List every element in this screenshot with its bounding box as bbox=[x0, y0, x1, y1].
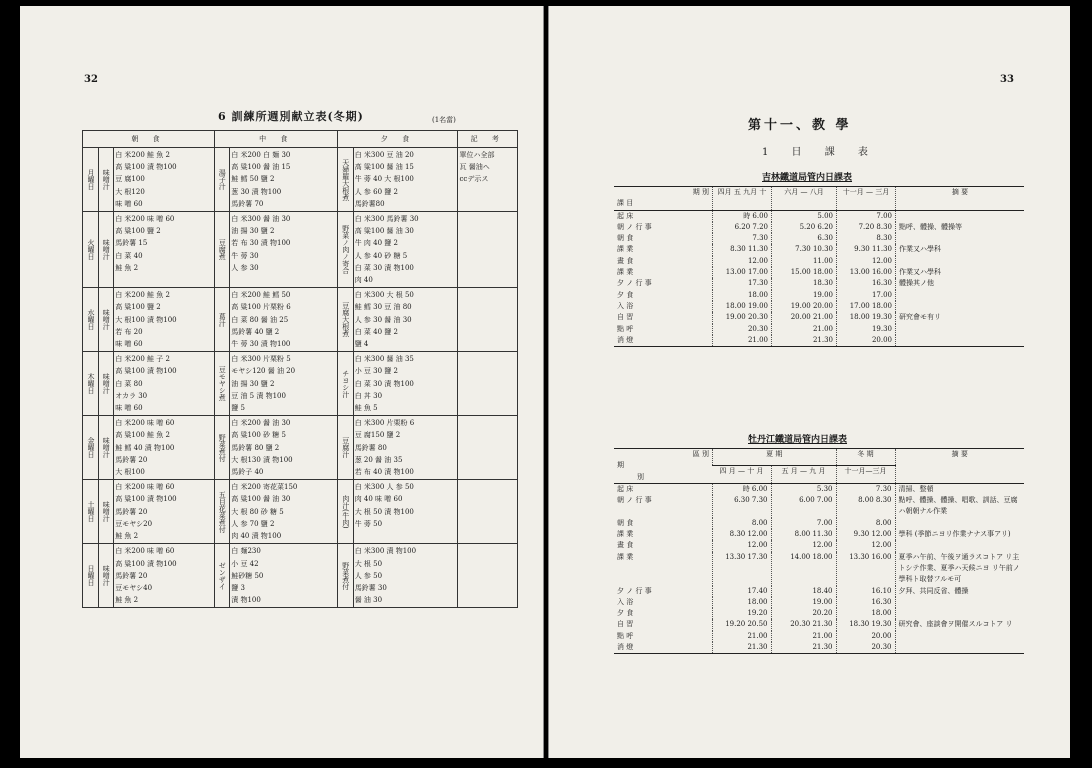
time-cell: 18.40 bbox=[771, 586, 836, 597]
note-cell bbox=[896, 324, 1025, 335]
time-cell: 18.30 19.30 bbox=[836, 619, 895, 630]
note-cell bbox=[896, 256, 1025, 267]
note-cell bbox=[895, 518, 1024, 529]
note-cell bbox=[896, 335, 1025, 347]
activity-label: 夕 ノ 行 事 bbox=[617, 586, 652, 595]
schedule-row bbox=[614, 210, 1024, 222]
schedule-row bbox=[614, 301, 1024, 312]
time-cell: 18.00 bbox=[713, 290, 772, 301]
time-cell: 18.00 19.00 bbox=[713, 301, 772, 312]
activity-label: 點 呼 bbox=[617, 324, 634, 333]
breakfast-dish: 味噌汁 bbox=[99, 288, 114, 352]
time-cell: 7.30 bbox=[713, 233, 772, 244]
remarks-cell bbox=[458, 288, 518, 352]
time-cell: 20.30 bbox=[713, 324, 772, 335]
remarks-cell bbox=[458, 480, 518, 544]
note-cell bbox=[896, 210, 1025, 222]
time-cell: 12.00 bbox=[836, 540, 895, 551]
right-page bbox=[548, 6, 1070, 758]
activity-label: 自 習 bbox=[617, 313, 634, 322]
left-page bbox=[20, 6, 544, 758]
breakfast-items: 白 米200 鮭 魚 2 高 粱100 鹽 2 大 根100 漬 物100 若 布 20 味 噌 60 bbox=[114, 288, 215, 352]
summer-header: 夏 期 bbox=[713, 449, 837, 466]
time-cell: 21.00 bbox=[772, 324, 837, 335]
corner-top: 期 別 bbox=[692, 188, 709, 196]
note-cell bbox=[895, 597, 1024, 608]
note-cell bbox=[895, 631, 1024, 642]
time-cell: 14.00 18.00 bbox=[771, 552, 836, 586]
day-label: 月曜日 bbox=[83, 148, 99, 212]
day-label: 火曜日 bbox=[83, 212, 99, 288]
dinner-header: 夕 食 bbox=[338, 131, 458, 148]
time-cell: 21.30 bbox=[713, 642, 772, 654]
page-fold bbox=[543, 6, 544, 758]
schedule-row bbox=[614, 495, 1024, 518]
breakfast-items: 白 米200 味 噌 60 高 粱100 漬 物100 馬鈴薯 20 豆モヤシ20 鮭 魚 2 bbox=[114, 480, 215, 544]
activity-label: 夕 食 bbox=[617, 609, 634, 618]
corner-bottom: 別 bbox=[637, 472, 644, 481]
activity-label: 起 床 bbox=[617, 211, 634, 220]
schedule-row bbox=[614, 608, 1024, 619]
table2-title: 牡丹江鐵道局管内日課表 bbox=[748, 435, 848, 445]
time-cell: 16.30 bbox=[837, 278, 896, 289]
time-cell: 21.00 bbox=[713, 335, 772, 347]
day-label: 金曜日 bbox=[83, 416, 99, 480]
time-cell: 16.30 bbox=[836, 597, 895, 608]
time-cell: 13.00 16.00 bbox=[837, 267, 896, 278]
schedule-row bbox=[614, 335, 1024, 347]
time-cell: 6.00 7.00 bbox=[771, 495, 836, 518]
remarks-cell bbox=[458, 352, 518, 416]
note-cell: 學科 (季節ニヨリ作業ナナス事アリ) bbox=[895, 529, 1024, 540]
time-cell: 18.00 bbox=[713, 597, 772, 608]
time-cell: 8.30 bbox=[837, 233, 896, 244]
page-fold bbox=[548, 6, 549, 758]
activity-label: 晝 食 bbox=[617, 256, 634, 265]
dinner-items: 白 米300 大 根 50 鮭 鱈 30 豆 油 80 人 参 30 醤 油 30 白 菜 40 鹽 2 鹽 4 bbox=[353, 288, 458, 352]
time-cell: 21.30 bbox=[772, 335, 837, 347]
note-cell: 體操其ノ他 bbox=[896, 278, 1025, 289]
lunch-dish: 葛汁 bbox=[215, 288, 230, 352]
time-cell: 12.00 bbox=[837, 256, 896, 267]
lunch-items: 白 米300 醤 油 30 油 揚 30 鹽 2 若 布 30 漬 物100 牛 蒡 30 人 参 30 bbox=[230, 212, 338, 288]
schedule-row bbox=[614, 267, 1024, 278]
day-label: 土曜日 bbox=[83, 480, 99, 544]
schedule-row bbox=[614, 256, 1024, 267]
breakfast-items: 白 米200 味 噌 60 高 粱100 漬 物100 馬鈴薯 20 豆モヤシ40 鮭 魚 2 bbox=[114, 544, 215, 608]
time-cell: 19.00 20.30 bbox=[713, 312, 772, 323]
dinner-items: 白 米300 漬 物100 大 根 50 人 参 50 馬鈴薯 30 醤 油 30 bbox=[353, 544, 458, 608]
day-label: 日曜日 bbox=[83, 544, 99, 608]
time-cell: 時 6.00 bbox=[713, 483, 772, 495]
time-cell: 9.30 12.00 bbox=[836, 529, 895, 540]
remarks-cell bbox=[458, 544, 518, 608]
breakfast-dish: 味噌汁 bbox=[99, 480, 114, 544]
menu-row bbox=[83, 288, 518, 352]
corner-mid: 期 bbox=[617, 461, 624, 470]
chapter-title: 第十一、教 學 bbox=[748, 118, 852, 133]
note-cell bbox=[896, 233, 1025, 244]
time-cell: 8.00 11.30 bbox=[771, 529, 836, 540]
activity-label: 入 浴 bbox=[617, 301, 634, 310]
time-cell: 15.00 18.00 bbox=[772, 267, 837, 278]
schedule-row bbox=[614, 586, 1024, 597]
remarks-cell: 單位ハ全部 瓦 醤油ヘ ccデ示ス bbox=[458, 148, 518, 212]
time-cell: 13.00 17.00 bbox=[713, 267, 772, 278]
dinner-dish: 豆腐大根煮 bbox=[338, 288, 353, 352]
lunch-dish: 五目花菜煮付 bbox=[215, 480, 230, 544]
breakfast-dish: 味噌汁 bbox=[99, 352, 114, 416]
breakfast-items: 白 米200 味 噌 60 高 粱100 鹽 2 馬鈴薯 15 白 菜 40 鮭 魚 2 bbox=[114, 212, 215, 288]
note-cell bbox=[895, 608, 1024, 619]
time-cell: 21.00 bbox=[713, 631, 772, 642]
activity-label: 入 浴 bbox=[617, 597, 634, 606]
time-cell: 20.20 bbox=[771, 608, 836, 619]
note-cell bbox=[895, 642, 1024, 654]
time-cell: 17.00 18.00 bbox=[837, 301, 896, 312]
section-subtitle: 1 日 課 表 bbox=[762, 147, 878, 158]
breakfast-dish: 味噌汁 bbox=[99, 212, 114, 288]
schedule-row bbox=[614, 518, 1024, 529]
schedule-row bbox=[614, 312, 1024, 323]
activity-label: 課 業 bbox=[617, 245, 634, 254]
lunch-dish: 湯子汁 bbox=[215, 148, 230, 212]
col-header: 五 月 — 九 月 bbox=[771, 466, 836, 483]
schedule-row bbox=[614, 552, 1024, 586]
schedule-row bbox=[614, 483, 1024, 495]
time-cell: 6.30 bbox=[772, 233, 837, 244]
time-cell: 19.30 bbox=[837, 324, 896, 335]
schedule-row bbox=[614, 324, 1024, 335]
breakfast-items: 白 米200 味 噌 60 高 粱100 鮭 魚 2 鮭 鱈 40 漬 物100 馬鈴薯 20 大 根100 bbox=[114, 416, 215, 480]
note-cell: 研究會モ有リ bbox=[896, 312, 1025, 323]
lunch-dish: ゼンザイ bbox=[215, 544, 230, 608]
breakfast-header: 朝 食 bbox=[83, 131, 215, 148]
time-cell: 13.30 17.30 bbox=[713, 552, 772, 586]
schedule-row bbox=[614, 631, 1024, 642]
lunch-dish: 豆モヤシ煮 bbox=[215, 352, 230, 416]
lunch-items: 白 米200 鮭 鱈 50 高 粱100 片栗粉 6 白 菜 80 醤 油 25 馬鈴薯 40 鹽 2 牛 蒡 30 漬 物100 bbox=[230, 288, 338, 352]
time-cell: 13.30 16.00 bbox=[836, 552, 895, 586]
page-number: 32 bbox=[84, 74, 98, 85]
time-cell: 19.20 bbox=[713, 608, 772, 619]
lunch-dish: 豆腐煮 bbox=[215, 212, 230, 288]
dinner-items: 白 米300 豆 油 20 高 粱100 醤 油 15 牛 蒡 40 大 根100 人 参 60 鹽 2 馬鈴薯80 bbox=[353, 148, 458, 212]
breakfast-dish: 味噌汁 bbox=[99, 416, 114, 480]
winter-header: 冬 期 bbox=[836, 449, 895, 466]
time-cell: 12.00 bbox=[713, 540, 772, 551]
time-cell: 時 6.00 bbox=[713, 210, 772, 222]
note-cell: 清掃、整頓 bbox=[895, 483, 1024, 495]
note-cell: 點呼、體操、體操等 bbox=[896, 222, 1025, 233]
lunch-items: 白 米200 寄花菜150 高 粱100 醤 油 30 大 根 80 砂 糖 5 人 参 70 鹽 2 肉 40 漬 物100 bbox=[230, 480, 338, 544]
time-cell: 7.00 bbox=[837, 210, 896, 222]
time-cell: 8.30 12.00 bbox=[713, 529, 772, 540]
time-cell: 17.30 bbox=[713, 278, 772, 289]
note-cell: 作業又ハ學科 bbox=[896, 267, 1025, 278]
dinner-dish: 天婦羅大根煮 bbox=[338, 148, 353, 212]
schedule-row bbox=[614, 597, 1024, 608]
unit-note: (1名當) bbox=[432, 116, 456, 124]
breakfast-dish: 味噌汁 bbox=[99, 544, 114, 608]
time-cell: 19.00 bbox=[771, 597, 836, 608]
note-cell: 作業又ハ學科 bbox=[896, 244, 1025, 255]
activity-label: 晝 食 bbox=[617, 541, 634, 550]
jilin-schedule-table bbox=[614, 186, 1024, 347]
day-label: 木曜日 bbox=[83, 352, 99, 416]
note-cell: 研究會、座談會ヲ開催スルコトア リ bbox=[895, 619, 1024, 630]
time-cell: 20.00 bbox=[836, 631, 895, 642]
time-cell: 5.00 bbox=[772, 210, 837, 222]
col-header: 六月 — 八月 bbox=[772, 187, 837, 211]
dinner-dish: 野菜ノ肉ノ寄合 bbox=[338, 212, 353, 288]
time-cell: 20.00 bbox=[837, 335, 896, 347]
mudanjiang-schedule-table bbox=[614, 448, 1024, 654]
activity-label: 消 燈 bbox=[614, 335, 713, 347]
time-cell: 8.30 11.30 bbox=[713, 244, 772, 255]
lunch-items: 白 麺230 小 豆 42 鮭砂糖 50 鹽 3 漬 物100 bbox=[230, 544, 338, 608]
activity-label: 課 業 bbox=[617, 530, 634, 539]
menu-row bbox=[83, 352, 518, 416]
activity-label: 課 業 bbox=[617, 552, 634, 561]
time-cell: 7.20 8.30 bbox=[837, 222, 896, 233]
time-cell: 12.00 bbox=[771, 540, 836, 551]
weekly-menu-table bbox=[82, 130, 518, 608]
menu-row bbox=[83, 212, 518, 288]
note-cell: 夏季ハ午前、午後ヲ通ラスコトア リ主トシテ作業、夏季ハ天候ニヨ リ午前ノ學科ト取替フルモ可 bbox=[895, 552, 1024, 586]
remarks-header: 記 考 bbox=[458, 131, 518, 148]
menu-row bbox=[83, 480, 518, 544]
schedule-row bbox=[614, 642, 1024, 654]
menu-row bbox=[83, 148, 518, 212]
note-cell bbox=[895, 540, 1024, 551]
activity-label: 朝 ノ 行 事 bbox=[617, 222, 652, 231]
time-cell: 19.00 bbox=[772, 290, 837, 301]
time-cell: 7.30 10.30 bbox=[772, 244, 837, 255]
time-cell: 18.00 19.30 bbox=[837, 312, 896, 323]
col-header: 摘 要 bbox=[896, 187, 1025, 211]
note-cell: 夕拜、共同反省、體操 bbox=[895, 586, 1024, 597]
dinner-dish: 野菜煮付 bbox=[338, 544, 353, 608]
time-cell: 20.30 21.30 bbox=[771, 619, 836, 630]
time-cell: 5.30 bbox=[771, 483, 836, 495]
activity-label: 朝 食 bbox=[617, 518, 634, 527]
col-header: 四 月 — 十 月 bbox=[713, 466, 772, 483]
menu-row bbox=[83, 416, 518, 480]
schedule-row bbox=[614, 278, 1024, 289]
corner-bottom: 課 目 bbox=[617, 199, 634, 208]
lunch-items: 白 米300 片栗粉 5 モヤシ120 醤 油 20 油 揚 30 鹽 2 豆 油 5 漬 物100 鹽 5 bbox=[230, 352, 338, 416]
time-cell: 5.20 6.20 bbox=[772, 222, 837, 233]
col-header: 十一月 — 三月 bbox=[837, 187, 896, 211]
schedule-row bbox=[614, 222, 1024, 233]
time-cell: 8.00 bbox=[836, 518, 895, 529]
schedule-row bbox=[614, 233, 1024, 244]
dinner-items: 白 米300 醤 油 35 小 豆 30 鹽 2 白 菜 30 漬 物100 白 丼 30 鮭 魚 5 bbox=[353, 352, 458, 416]
activity-label: 朝 食 bbox=[617, 234, 634, 243]
time-cell: 9.30 11.30 bbox=[837, 244, 896, 255]
schedule-row bbox=[614, 244, 1024, 255]
breakfast-items: 白 米200 鮭 魚 2 高 粱100 漬 物100 豆 腐100 大 根120 味 噌 60 bbox=[114, 148, 215, 212]
note-cell: 點呼、體操、體操、唱歌、訓話、豆腐ハ朝朝ナル作業 bbox=[895, 495, 1024, 518]
time-cell: 18.00 bbox=[836, 608, 895, 619]
schedule-row bbox=[614, 540, 1024, 551]
time-cell: 11.00 bbox=[772, 256, 837, 267]
time-cell: 7.00 bbox=[771, 518, 836, 529]
remarks-cell bbox=[458, 212, 518, 288]
col-header: 摘 要 bbox=[895, 449, 1024, 484]
time-cell: 18.30 bbox=[772, 278, 837, 289]
schedule-row bbox=[614, 290, 1024, 301]
time-cell: 17.00 bbox=[837, 290, 896, 301]
schedule-row bbox=[614, 619, 1024, 630]
menu-title: 6 訓練所週別献立表(冬期) bbox=[218, 110, 364, 123]
activity-label: 消 燈 bbox=[614, 642, 713, 654]
activity-label: 夕 食 bbox=[617, 290, 634, 299]
page-number: 33 bbox=[1000, 74, 1014, 85]
corner-top: 區 別 bbox=[692, 450, 709, 458]
note-cell bbox=[896, 301, 1025, 312]
time-cell: 20.00 21.00 bbox=[772, 312, 837, 323]
lunch-dish: 野菜煮付 bbox=[215, 416, 230, 480]
day-label: 水曜日 bbox=[83, 288, 99, 352]
time-cell: 8.00 8.30 bbox=[836, 495, 895, 518]
activity-label: 點 呼 bbox=[617, 631, 634, 640]
activity-label: 自 習 bbox=[617, 620, 634, 629]
col-header: 四月 五 九月 十 bbox=[713, 187, 772, 211]
time-cell: 19.20 20.50 bbox=[713, 619, 772, 630]
dinner-dish: 豆腐汁 bbox=[338, 416, 353, 480]
lunch-items: 白 米200 白 麺 30 高 粱100 醤 油 15 鮭 鱈 50 鹽 2 葱 30 漬 物100 馬鈴薯 70 bbox=[230, 148, 338, 212]
time-cell: 12.00 bbox=[713, 256, 772, 267]
table1-title: 吉林鐵道局管内日課表 bbox=[762, 173, 853, 183]
time-cell: 6.30 7.30 bbox=[713, 495, 772, 518]
lunch-items: 白 米200 醤 油 30 高 粱100 砂 糖 5 馬鈴薯 80 鹽 2 大 根130 漬 物100 馬鈴子 40 bbox=[230, 416, 338, 480]
col-header: 十一月—三月 bbox=[836, 466, 895, 483]
time-cell: 6.20 7.20 bbox=[713, 222, 772, 233]
time-cell: 21.30 bbox=[771, 642, 836, 654]
time-cell: 16.10 bbox=[836, 586, 895, 597]
schedule-row bbox=[614, 529, 1024, 540]
menu-row bbox=[83, 544, 518, 608]
note-cell bbox=[896, 290, 1025, 301]
activity-label: 起 床 bbox=[617, 484, 634, 493]
dinner-items: 白 米300 馬鈴薯 30 高 粱100 醤 油 30 牛 肉 40 鹽 2 人 参 40 砂 糖 5 白 菜 30 漬 物100 肉 40 bbox=[353, 212, 458, 288]
activity-label: 課 業 bbox=[617, 268, 634, 277]
dinner-items: 白 米300 片栗粉 6 豆 腐150 鹽 2 馬鈴薯 80 葱 20 醤 油 35 若 布 40 漬 物100 bbox=[353, 416, 458, 480]
breakfast-dish: 味噌汁 bbox=[99, 148, 114, 212]
time-cell: 21.00 bbox=[771, 631, 836, 642]
time-cell: 17.40 bbox=[713, 586, 772, 597]
time-cell: 8.00 bbox=[713, 518, 772, 529]
activity-label: 夕 ノ 行 事 bbox=[617, 279, 652, 288]
lunch-header: 中 食 bbox=[215, 131, 338, 148]
dinner-dish: 肉汁(牛肉) bbox=[338, 480, 353, 544]
dinner-dish: チヨシ汁 bbox=[338, 352, 353, 416]
remarks-cell bbox=[458, 416, 518, 480]
time-cell: 7.30 bbox=[836, 483, 895, 495]
breakfast-items: 白 米200 鮭 子 2 高 粱100 漬 物100 白 菜 80 オカラ 30 味 噌 60 bbox=[114, 352, 215, 416]
activity-label: 朝 ノ 行 事 bbox=[617, 496, 652, 505]
time-cell: 20.30 bbox=[836, 642, 895, 654]
dinner-items: 白 米300 人 参 50 肉 40 味 噌 60 大 根 50 漬 物100 牛 蒡 50 bbox=[353, 480, 458, 544]
time-cell: 19.00 20.00 bbox=[772, 301, 837, 312]
